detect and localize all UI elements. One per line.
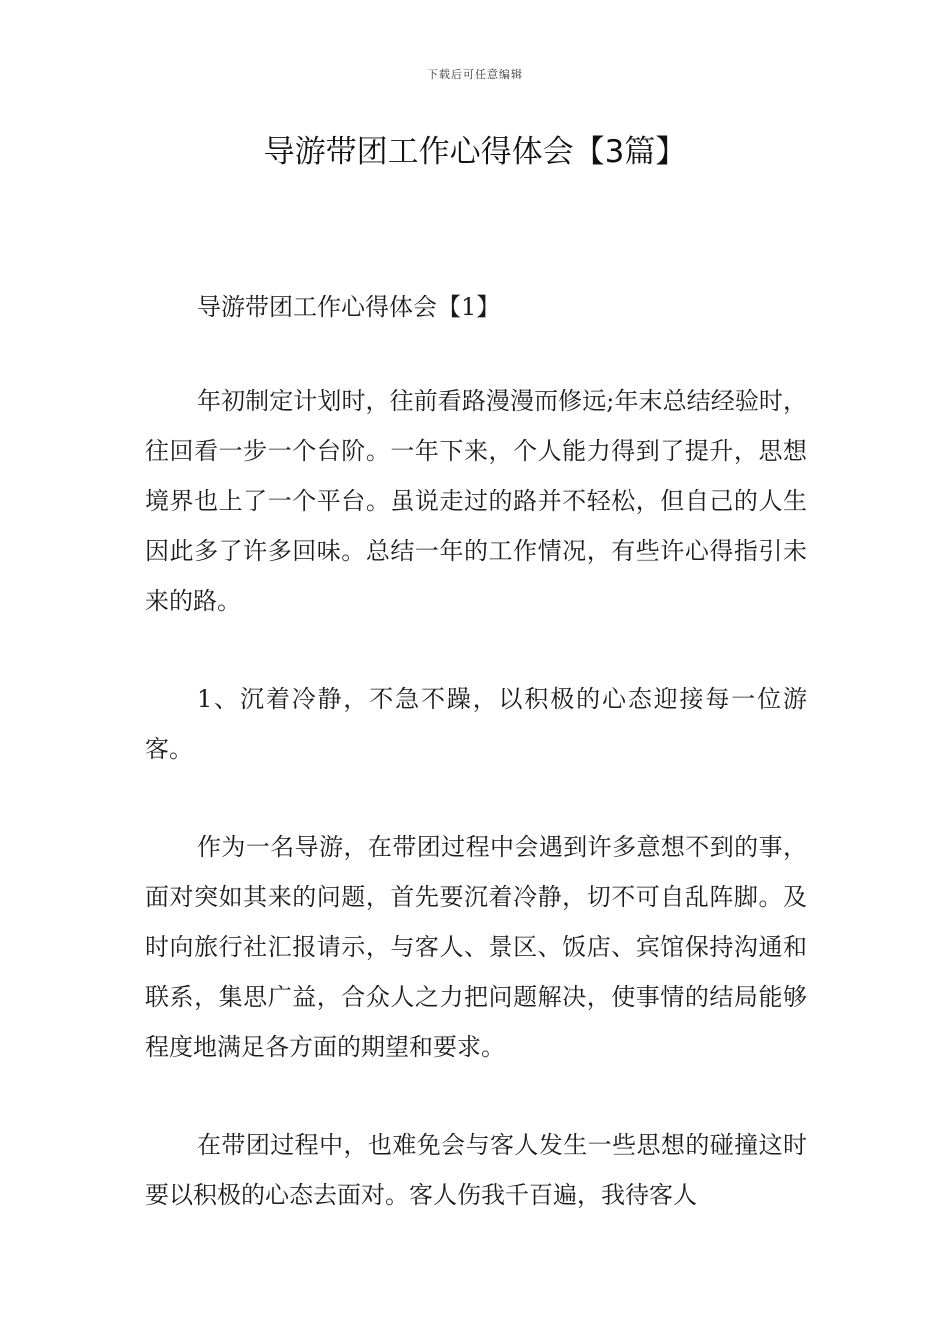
paragraph: 作为一名导游，在带团过程中会遇到许多意想不到的事，面对突如其来的问题，首先要沉着冷静，切不可自乱阵脚。及时向旅行社汇报请示，与客人、景区、饭店、宾馆保持沟通和联系，集思广益，合众人之力把问题解决，使事情的结局能够程度地满足各方面的期望和要求。 [145, 833, 807, 1061]
paragraph: 年初制定计划时，往前看路漫漫而修远;年末总结经验时，往回看一步一个台阶。一年下来，个人能力得到了提升，思想境界也上了一个平台。虽说走过的路并不轻松，但自己的人生因此多了许多回味。总结一年的工作情况，有些许心得指引未来的路。 [145, 387, 807, 615]
document-title: 导游带团工作心得体会【3篇】 [263, 134, 687, 170]
header-note: 下载后可任意编辑 [427, 68, 523, 81]
paragraph: 1、沉着冷静，不急不躁，以积极的心态迎接每一位游客。 [145, 685, 807, 763]
paragraph: 在带团过程中，也难免会与客人发生一些思想的碰撞这时要以积极的心态去面对。客人伤我千百遍，我待客人 [145, 1131, 807, 1209]
section-heading: 导游带团工作心得体会【1】 [197, 293, 501, 321]
